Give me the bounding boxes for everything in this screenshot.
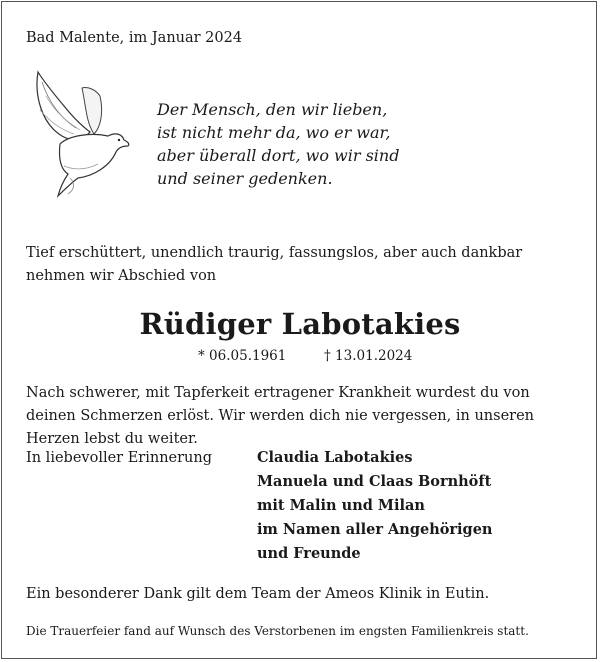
funeral-note: Die Trauerfeier fand auf Wunsch des Verstorbenen im engsten Familienkreis statt. bbox=[26, 624, 529, 638]
mourner-name: und Freunde bbox=[257, 545, 361, 562]
thanks-text: Ein besonderer Dank gilt dem Team der Ameos Klinik in Eutin. bbox=[26, 586, 490, 602]
memory-label: In liebevoller Erinnerung bbox=[26, 450, 213, 466]
mourner-name: Manuela und Claas Bornhöft bbox=[257, 473, 492, 490]
deceased-name: Rüdiger Labotakies bbox=[139, 307, 461, 341]
poem-line: aber überall dort, wo wir sind bbox=[157, 146, 400, 165]
place-date: Bad Malente, im Januar 2024 bbox=[26, 30, 243, 46]
obituary-notice bbox=[1, 1, 597, 659]
poem-line: Der Mensch, den wir lieben, bbox=[157, 100, 388, 119]
mourner-name: mit Malin und Milan bbox=[257, 497, 425, 514]
body-text: Nach schwerer, mit Tapferkeit ertragener Krankheit wurdest du von deinen Schmerzen erlöst. Wir werden dich nie vergessen, in unseren Herzen lebst du weiter. bbox=[26, 385, 534, 447]
poem-line: ist nicht mehr da, wo er war, bbox=[157, 123, 391, 142]
mourner-name: Claudia Labotakies bbox=[257, 449, 413, 466]
intro-text: Tief erschüttert, unendlich traurig, fassungslos, aber auch dankbar nehmen wir Abschied von bbox=[26, 245, 523, 284]
dove-icon bbox=[24, 66, 136, 202]
death-date: † 13.01.2024 bbox=[324, 348, 413, 364]
mourner-name: im Namen aller Angehörigen bbox=[257, 521, 493, 538]
birth-date: * 06.05.1961 bbox=[198, 348, 287, 364]
poem bbox=[157, 98, 399, 190]
poem-line: und seiner gedenken. bbox=[157, 169, 333, 188]
mourners-list bbox=[257, 446, 492, 566]
